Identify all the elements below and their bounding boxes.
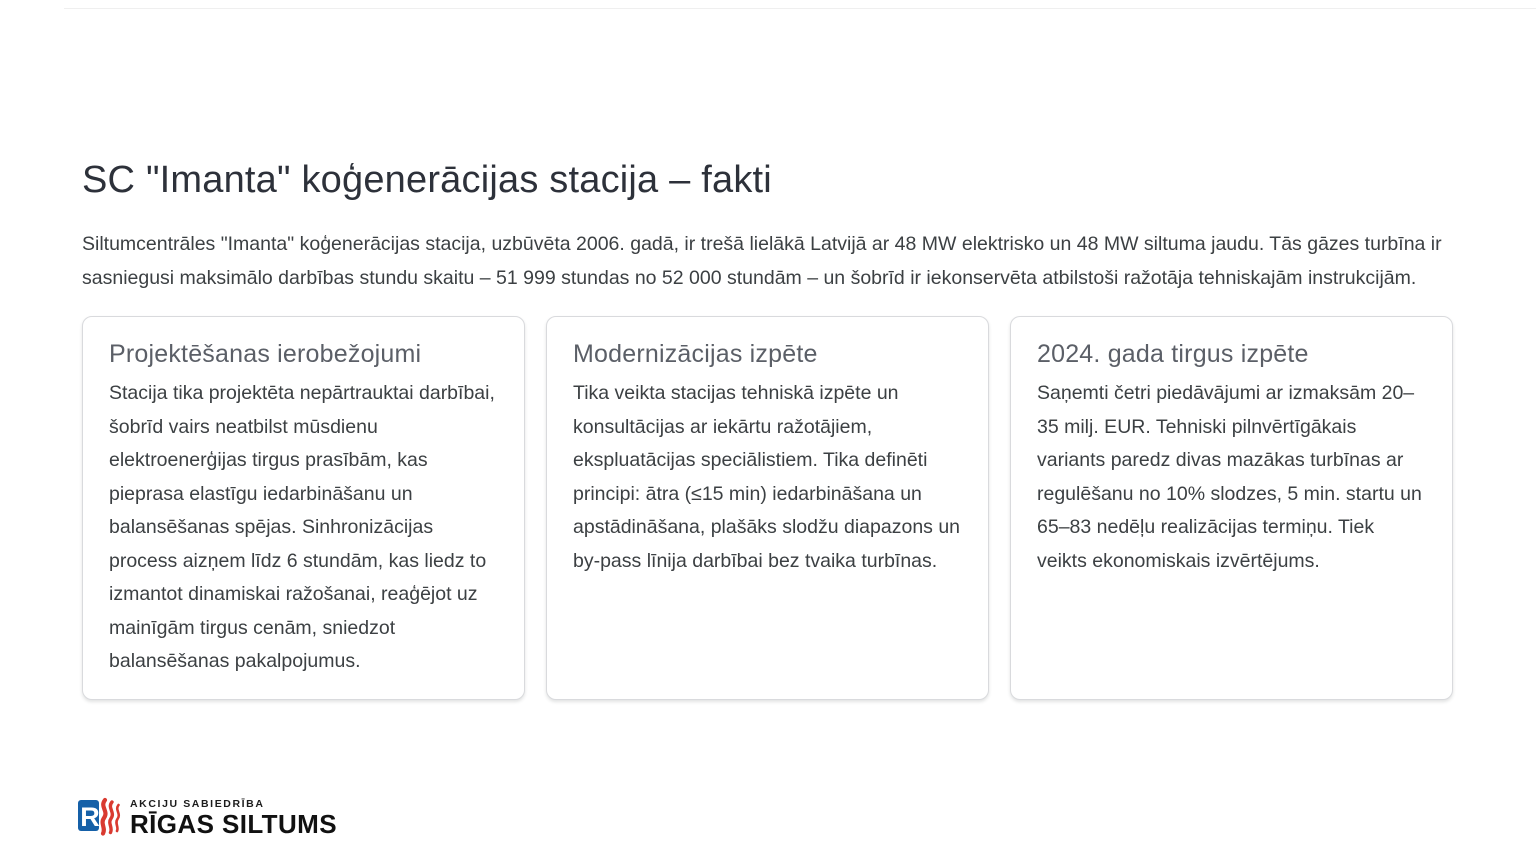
card-heading: Projektēšanas ierobežojumi — [109, 340, 422, 368]
rigas-siltums-logo — [78, 797, 337, 837]
logo-tagline: AKCIJU SABIEDRĪBA — [130, 797, 265, 810]
rigas-siltums-logo-icon — [78, 797, 124, 837]
card-body: Tika veikta stacijas tehniskā izpēte un konsultācijas ar iekārtu ražotājiem, ekspluatācijas speciālistiem. Tika definēti principi: ātra (≤15 min) iedarbināšana un apstādināšana, plašāks slodžu diapazons un by-pass līnija darbībai bez tvaika turbīnas. — [573, 382, 961, 572]
svg-text:R: R — [80, 802, 100, 832]
card-body: Stacija tika projektēta nepārtrauktai darbībai, šobrīd vairs neatbilst mūsdienu elektroenerģijas tirgus prasībām, kas pieprasa elastīgu iedarbināšanu un balansēšanas spējas. Sinhronizācijas process aizņem līdz 6 stundām, kas liedz to izmantot dinamiskai ražošanai, reaģējot uz mainīgām tirgus cenām, sniedzot balansēšanas pakalpojumus. — [109, 382, 495, 672]
card-market-research-2024 — [1010, 316, 1453, 700]
rigas-siltums-logo-text — [130, 799, 337, 838]
intro-paragraph: Siltumcentrāles "Imanta" koģenerācijas stacija, uzbūvēta 2006. gadā, ir trešā lielākā Latvijā ar 48 MW elektrisko un 48 MW siltuma jaudu. Tās gāzes turbīna ir sasniegusi maksimālo darbības stundu skaitu – 51 999 stundas no 52 000 stundām – un šobrīd ir iekonservēta atbilstoši ražotāja tehniskajām instrukcijām. — [82, 233, 1442, 289]
card-modernization-study — [546, 316, 989, 700]
slide-content — [82, 0, 1453, 700]
fact-cards-row — [82, 316, 1453, 700]
card-heading: Modernizācijas izpēte — [573, 340, 818, 368]
card-design-limitations — [82, 316, 525, 700]
page-title: SC "Imanta" koģenerācijas stacija – fakti — [82, 159, 772, 201]
card-body: Saņemti četri piedāvājumi ar izmaksām 20–35 milj. EUR. Tehniski pilnvērtīgākais variants paredz divas mazākas turbīnas ar regulēšanu no 10% slodzes, 5 min. startu un 65–83 nedēļu realizācijas termiņu. Tiek veikts ekonomiskais izvērtējums. — [1037, 382, 1422, 572]
logo-company-name: RĪGAS SILTUMS — [130, 809, 337, 839]
card-heading: 2024. gada tirgus izpēte — [1037, 340, 1309, 368]
